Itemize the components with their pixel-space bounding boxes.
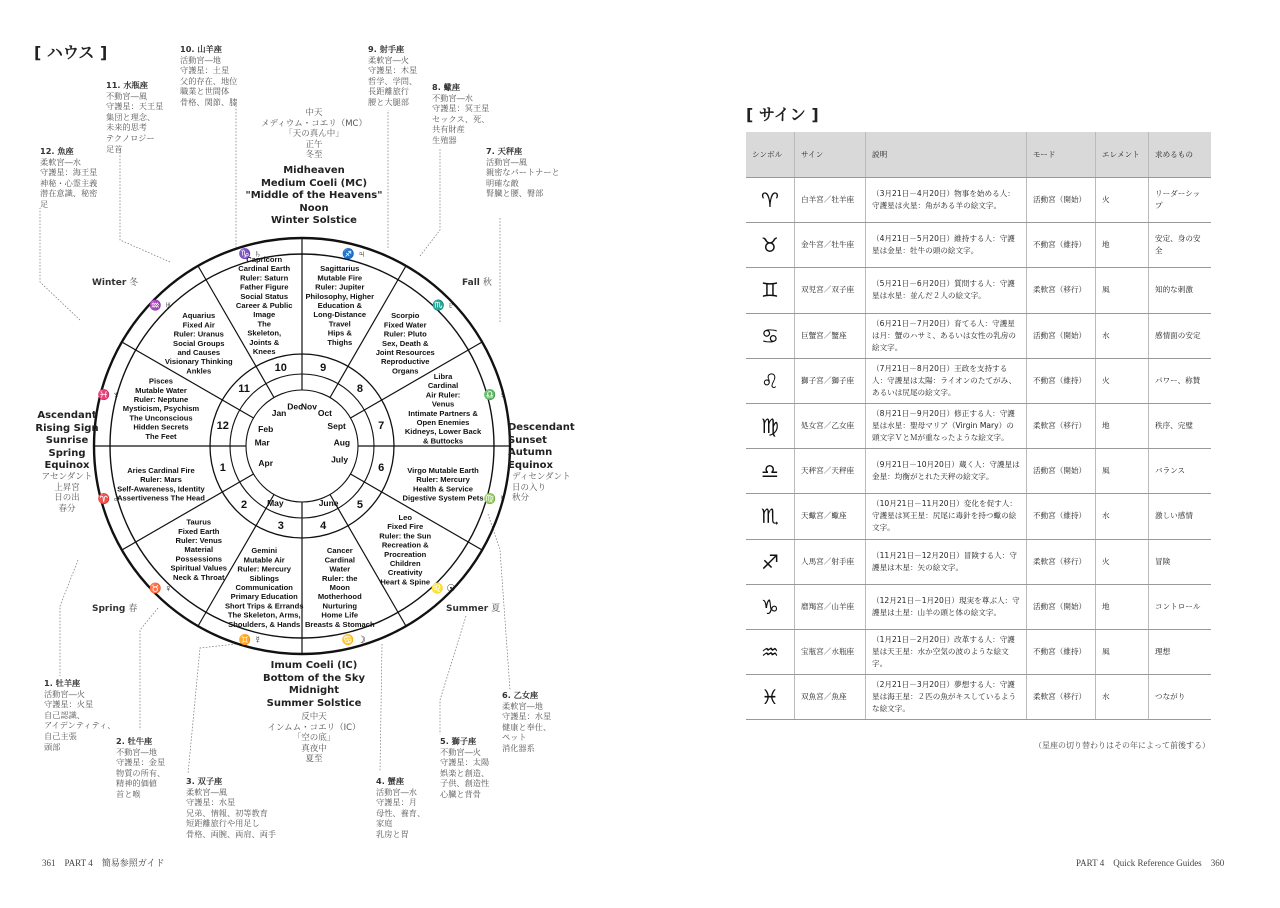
- house-annotation: [106, 80, 163, 154]
- sign-mode: 活動宮（開始）: [1027, 313, 1096, 358]
- col-description: 説明: [866, 132, 1027, 178]
- rim-glyph-icon: ♒ ♅: [149, 300, 172, 312]
- descendant-japanese: ディセンダント 日の入り 秋分: [512, 472, 571, 503]
- sign-symbol-icon: ♋: [746, 313, 795, 358]
- house-annotation: [376, 776, 425, 840]
- house-annotation-title: 4. 蟹座: [376, 776, 405, 786]
- sign-seeks: 激しい感情: [1149, 494, 1212, 539]
- house-description: Scorpio Fixed Water Ruler: Pluto Sex, Death & Joint Resources Reproductive Organs: [375, 311, 435, 376]
- house-annotation: [432, 82, 489, 146]
- sign-description: （10月21日－11月20日）変化を促す人：守護星は冥王星：尻尾に毒針を持つ蠍の絵文字。: [866, 494, 1027, 539]
- sign-mode: 不動宮（維持）: [1027, 629, 1096, 674]
- sign-symbol-icon: ♍: [746, 403, 795, 448]
- sign-seeks: 理想: [1149, 629, 1212, 674]
- table-note: （星座の切り替わりはその年によって前後する）: [1034, 741, 1210, 750]
- month-label: May: [267, 498, 284, 509]
- rim-glyph-icon: ♈ ♂: [97, 493, 121, 505]
- house-number: 1: [219, 462, 226, 475]
- table-row: [746, 449, 1211, 494]
- sign-name: 双魚宮／魚座: [795, 675, 866, 720]
- sign-name: 天蠍宮／蠍座: [795, 494, 866, 539]
- sign-seeks: 知的な刺激: [1149, 268, 1212, 313]
- sign-element: 水: [1096, 313, 1149, 358]
- house-annotation-body: 不動宮―地 守護星：金星 物質の所有、 精神的価値 首と喉: [116, 746, 166, 799]
- mc-label: Midheaven Medium Coeli (MC) "Middle of the Heavens" Noon Winter Solstice: [245, 165, 383, 226]
- sign-seeks: 秩序、完璧: [1149, 403, 1212, 448]
- sign-description: （3月21日－4月20日）物事を始める人：守護星は火星：角がある羊の絵文字。: [866, 178, 1027, 223]
- rim-glyph-icon: ♌ ☉: [431, 583, 456, 595]
- house-number: 9: [320, 361, 327, 374]
- table-row: [746, 539, 1211, 584]
- month-label: Dec: [287, 401, 303, 412]
- sign-element: 風: [1096, 449, 1149, 494]
- sign-mode: 不動宮（維持）: [1027, 223, 1096, 268]
- table-row: [746, 494, 1211, 539]
- house-annotation-title: 9. 射手座: [368, 44, 405, 54]
- table-row: [746, 358, 1211, 403]
- ascendant-japanese: アセンダント 上昇宮 日の出 春分: [41, 472, 93, 514]
- sign-seeks: コントロール: [1149, 584, 1212, 629]
- house-annotation-title: 10. 山羊座: [180, 44, 222, 54]
- sign-description: （6月21日－7月20日）育てる人：守護星は月：蟹のハサミ、あるいは女性の乳房の絵文字。: [866, 313, 1027, 358]
- house-annotation-body: 柔軟宮―地 守護星：水星 健康と奉仕、 ペット 消化器系: [502, 700, 552, 753]
- house-number: 11: [238, 383, 250, 396]
- house-annotation: [116, 736, 165, 800]
- month-label: Nov: [300, 401, 317, 412]
- house-annotation: [186, 776, 276, 840]
- sign-element: 地: [1096, 584, 1149, 629]
- col-sign: サイン: [795, 132, 866, 178]
- house-annotation-body: 柔軟宮―水 守護星：海王星 神秘・心霊主義 潜在意識、秘密 足: [40, 156, 98, 209]
- house-description: Sagittarius Mutable Fire Ruler: Jupiter Philosophy, Higher Education & Long-Distance Travel Hips & Thighs: [305, 264, 375, 347]
- month-label: Apr: [258, 457, 274, 468]
- sign-element: 水: [1096, 494, 1149, 539]
- house-number: 4: [320, 520, 327, 533]
- sign-name: 宝瓶宮／水瓶座: [795, 629, 866, 674]
- sign-element: 風: [1096, 268, 1149, 313]
- sign-seeks: リーダーシップ: [1149, 178, 1212, 223]
- house-description: Cancer Cardinal Water Ruler: the Moon Motherhood Nurturing Home Life Breasts & Stomach: [304, 546, 375, 629]
- house-annotation-body: 不動宮―火 守護星：太陽 娯楽と創造、 子供、創造性 心臓と背骨: [440, 746, 490, 799]
- col-mode: モード: [1027, 132, 1096, 178]
- house-annotation-title: 6. 乙女座: [502, 690, 539, 700]
- rim-glyph-icon: ♎ ♀: [483, 390, 507, 402]
- house-annotation-body: 不動宮―水 守護星：冥王星 セックス、死、 共有財産 生殖器: [432, 92, 490, 145]
- house-number: 8: [356, 383, 364, 396]
- sign-mode: 柔軟宮（移行）: [1027, 539, 1096, 584]
- month-label: Mar: [254, 437, 270, 448]
- sign-seeks: 感情面の安定: [1149, 313, 1212, 358]
- sign-element: 地: [1096, 403, 1149, 448]
- house-annotation-body: 活動宮―地 守護星：土星 父的存在、地位 職業と世間体 骨格、関節、膝: [180, 54, 238, 107]
- table-header-row: [746, 132, 1211, 178]
- house-description: Capricorn Cardinal Earth Ruler: Saturn Father Figure Social Status Career & Public Image The Skeleton, Joints & Knees: [235, 254, 293, 356]
- rim-glyph-icon: ♏ ♇: [432, 300, 455, 312]
- house-annotation: [502, 690, 551, 754]
- ic-label: Imum Coeli (IC) Bottom of the Sky Midnight Summer Solstice: [262, 660, 366, 709]
- sign-name: 獅子宮／獅子座: [795, 358, 866, 403]
- month-label: Aug: [333, 437, 351, 448]
- sign-element: 水: [1096, 675, 1149, 720]
- house-annotation-title: 5. 獅子座: [440, 736, 477, 746]
- sign-symbol-icon: ♒: [746, 629, 795, 674]
- table-row: [746, 584, 1211, 629]
- sign-name: 白羊宮／牡羊座: [795, 178, 866, 223]
- rim-glyph-icon: ♐ ♃: [342, 248, 366, 260]
- house-description: Pisces Mutable Water Ruler: Neptune Mysticism, Psychism The Unconscious Hidden Secrets The Feet: [122, 376, 200, 441]
- table-row: [746, 268, 1211, 313]
- month-label: June: [318, 498, 339, 509]
- sign-mode: 活動宮（開始）: [1027, 178, 1096, 223]
- sign-symbol-icon: ♎: [746, 449, 795, 494]
- rim-glyph-icon: ♓ ♆: [97, 390, 121, 402]
- rim-glyph-icon: ♉ ♀: [149, 583, 172, 595]
- col-symbol: シンボル: [746, 132, 795, 178]
- sign-symbol-icon: ♌: [746, 358, 795, 403]
- table-row: [746, 223, 1211, 268]
- sign-element: 火: [1096, 178, 1149, 223]
- sign-mode: 活動宮（開始）: [1027, 449, 1096, 494]
- house-description: Virgo Mutable Earth Ruler: Mercury Health & Service Digestive System Pets: [402, 465, 484, 503]
- house-number: 7: [378, 419, 385, 432]
- sign-description: （9月21日－10月20日）蔵く人：守護星は金星：均衡がとれた天秤の絵文字。: [866, 449, 1027, 494]
- sign-element: 火: [1096, 358, 1149, 403]
- sign-name: 磨羯宮／山羊座: [795, 584, 866, 629]
- left-footer: 361 PART 4 簡易参照ガイド: [42, 858, 165, 868]
- sign-description: （1月21日－2月20日）改革する人：守護星は天王星：水か空気の波のような絵文字。: [866, 629, 1027, 674]
- rim-glyph-icon: ♋ ☽: [341, 635, 366, 647]
- sign-name: 天秤宮／天秤座: [795, 449, 866, 494]
- month-label: Oct: [317, 408, 333, 419]
- house-annotation-title: 2. 牡牛座: [116, 736, 153, 746]
- sign-element: 地: [1096, 223, 1149, 268]
- house-annotation-title: 3. 双子座: [186, 776, 223, 786]
- sign-description: （2月21日－3月20日）夢想する人：守護星は海王星：２匹の魚がキスしているような絵文字。: [866, 675, 1027, 720]
- house-number: 2: [240, 498, 248, 511]
- month-label: Jan: [271, 408, 287, 419]
- houses-section-title: [ ハウス ]: [34, 43, 108, 62]
- sign-description: （7月21日－8月20日）王政を支持する人：守護星は太陽：ライオンのたてがみ、あるいは尻尾の絵文字。: [866, 358, 1027, 403]
- ic-japanese: 反中天 インムム・コエリ（IC） 「空の底」 真夜中 夏至: [267, 712, 361, 764]
- sign-seeks: 安定、身の安全: [1149, 223, 1212, 268]
- sign-description: （4月21日－5月20日）維持する人：守護星は金星：牡牛の頭の絵文字。: [866, 223, 1027, 268]
- sign-symbol-icon: ♓: [746, 675, 795, 720]
- sign-name: 金牛宮／牡牛座: [795, 223, 866, 268]
- house-annotation: [40, 146, 97, 210]
- sign-mode: 不動宮（維持）: [1027, 358, 1096, 403]
- house-annotation-title: 12. 魚座: [40, 146, 74, 156]
- house-annotation-body: 柔軟宮―火 守護星：木星 哲学、学問、 長距離旅行 腰と大腿部: [368, 54, 418, 107]
- sign-mode: 柔軟宮（移行）: [1027, 403, 1096, 448]
- house-annotation-title: 11. 水瓶座: [106, 80, 148, 90]
- house-description: Gemini Mutable Air Ruler: Mercury Siblings Communication Primary Education Short Trips & Errands The Skeleton, Arms, Shoulders, & Hands: [224, 546, 304, 629]
- sign-seeks: パワー、称賛: [1149, 358, 1212, 403]
- sign-symbol-icon: ♐: [746, 539, 795, 584]
- house-annotation: [368, 44, 417, 108]
- sign-name: 処女宮／乙女座: [795, 403, 866, 448]
- sign-mode: 活動宮（開始）: [1027, 584, 1096, 629]
- rim-glyph-icon: ♊ ☿: [238, 635, 262, 647]
- house-annotation-body: 活動宮―風 親密なパートナーと 明確な敵 腎臓と腰、臀部: [486, 156, 560, 199]
- signs-table: [746, 132, 1211, 720]
- house-annotation-title: 7. 天秤座: [486, 146, 523, 156]
- rim-glyph-icon: ♑ ♄: [238, 248, 262, 260]
- house-description: Aquarius Fixed Air Ruler: Uranus Social Groups and Causes Visionary Thinking Ankles: [164, 311, 233, 376]
- sign-element: 火: [1096, 539, 1149, 584]
- sign-seeks: バランス: [1149, 449, 1212, 494]
- house-number: 3: [277, 520, 284, 533]
- house-annotation: [44, 678, 115, 752]
- table-row: [746, 675, 1211, 720]
- sign-symbol-icon: ♊: [746, 268, 795, 313]
- house-annotation-body: 活動宮―火 守護星：火星 自己認識、 アイデンティティ、 自己主張 頭部: [44, 688, 116, 752]
- signs-section-title: [ サイン ]: [746, 105, 819, 124]
- sign-description: （5月21日－6月20日）質問する人：守護星は水星：並んだ２人の絵文字。: [866, 268, 1027, 313]
- season-fall: Fall 秋: [462, 278, 492, 288]
- house-description: Taurus Fixed Earth Ruler: Venus Material Possessions Spiritual Values Neck & Throat: [170, 517, 228, 582]
- house-annotation-body: 不動宮―風 守護星：天王星 集団と理念、 未来的思考 テクノロジー 足首: [106, 90, 164, 154]
- rim-glyph-icon: ♍ ☿: [483, 493, 507, 505]
- house-annotation-body: 活動宮―水 守護星：月 母性、養育、 家庭 乳房と胃: [376, 786, 426, 839]
- sign-symbol-icon: ♉: [746, 223, 795, 268]
- sign-symbol-icon: ♑: [746, 584, 795, 629]
- mc-japanese: 中天 メディウム・コエリ（MC） 「天の真ん中」 正午 冬至: [260, 108, 367, 160]
- sign-description: （11月21日－12月20日）冒険する人：守護星は木星：矢の絵文字。: [866, 539, 1027, 584]
- house-number: 5: [356, 498, 364, 511]
- house-number: 12: [216, 419, 229, 432]
- sign-symbol-icon: ♏: [746, 494, 795, 539]
- month-label: Feb: [258, 424, 274, 435]
- descendant-label: Descendant Sunset Autumn Equinox: [508, 422, 575, 471]
- sign-name: 人馬宮／射手座: [795, 539, 866, 584]
- house-annotation-body: 柔軟宮―風 守護星：水星 兄弟、情報、初等教育 短距離旅行や用足し 骨格、両腕、両肩、両手: [186, 786, 277, 839]
- table-row: [746, 629, 1211, 674]
- table-row: [746, 313, 1211, 358]
- house-description: Leo Fixed Fire Ruler: the Sun Recreation & Procreation Children Creativity Heart & Spine: [379, 513, 432, 587]
- season-summer: Summer 夏: [446, 604, 501, 614]
- sign-seeks: 冒険: [1149, 539, 1212, 584]
- sign-description: （12月21日－1月20日）現実を尊ぶ人：守護星は土星：山羊の頭と体の絵文字。: [866, 584, 1027, 629]
- sign-mode: 不動宮（維持）: [1027, 494, 1096, 539]
- house-annotation-title: 1. 牡羊座: [44, 678, 81, 688]
- col-element: エレメント: [1096, 132, 1149, 178]
- sign-symbol-icon: ♈: [746, 178, 795, 223]
- house-annotation: [440, 736, 489, 800]
- house-description: Libra Cardinal Air Ruler: Venus Intimate Partners & Open Enemies Kidneys, Lower Back & Buttocks: [404, 372, 482, 446]
- house-number: 6: [378, 462, 385, 475]
- sign-description: （8月21日－9月20日）修正する人：守護星は水星：聖母マリア（Virgin Mary）の頭文字ＶとＭが重なったような絵文字。: [866, 403, 1027, 448]
- season-spring: Spring 春: [92, 604, 138, 614]
- sign-element: 風: [1096, 629, 1149, 674]
- house-annotation: [180, 44, 237, 108]
- month-label: July: [331, 454, 349, 465]
- season-winter: Winter 冬: [92, 278, 139, 288]
- sign-mode: 柔軟宮（移行）: [1027, 268, 1096, 313]
- right-footer: PART 4 Quick Reference Guides 360: [1076, 858, 1225, 868]
- house-annotation-title: 8. 蠍座: [432, 82, 461, 92]
- col-seeks: 求めるもの: [1149, 132, 1212, 178]
- ascendant-label: Ascendant Rising Sign Sunrise Spring Equinox: [35, 410, 99, 471]
- month-label: Sept: [327, 421, 346, 431]
- table-row: [746, 403, 1211, 448]
- sign-name: 双児宮／双子座: [795, 268, 866, 313]
- table-row: [746, 178, 1211, 223]
- house-description: Aries Cardinal Fire Ruler: Mars Self-Awareness, Identity Assertiveness The Head: [117, 465, 205, 503]
- sign-name: 巨蟹宮／蟹座: [795, 313, 866, 358]
- house-annotation: [486, 146, 560, 199]
- sign-seeks: つながり: [1149, 675, 1212, 720]
- sign-mode: 柔軟宮（移行）: [1027, 675, 1096, 720]
- house-number: 10: [274, 361, 287, 374]
